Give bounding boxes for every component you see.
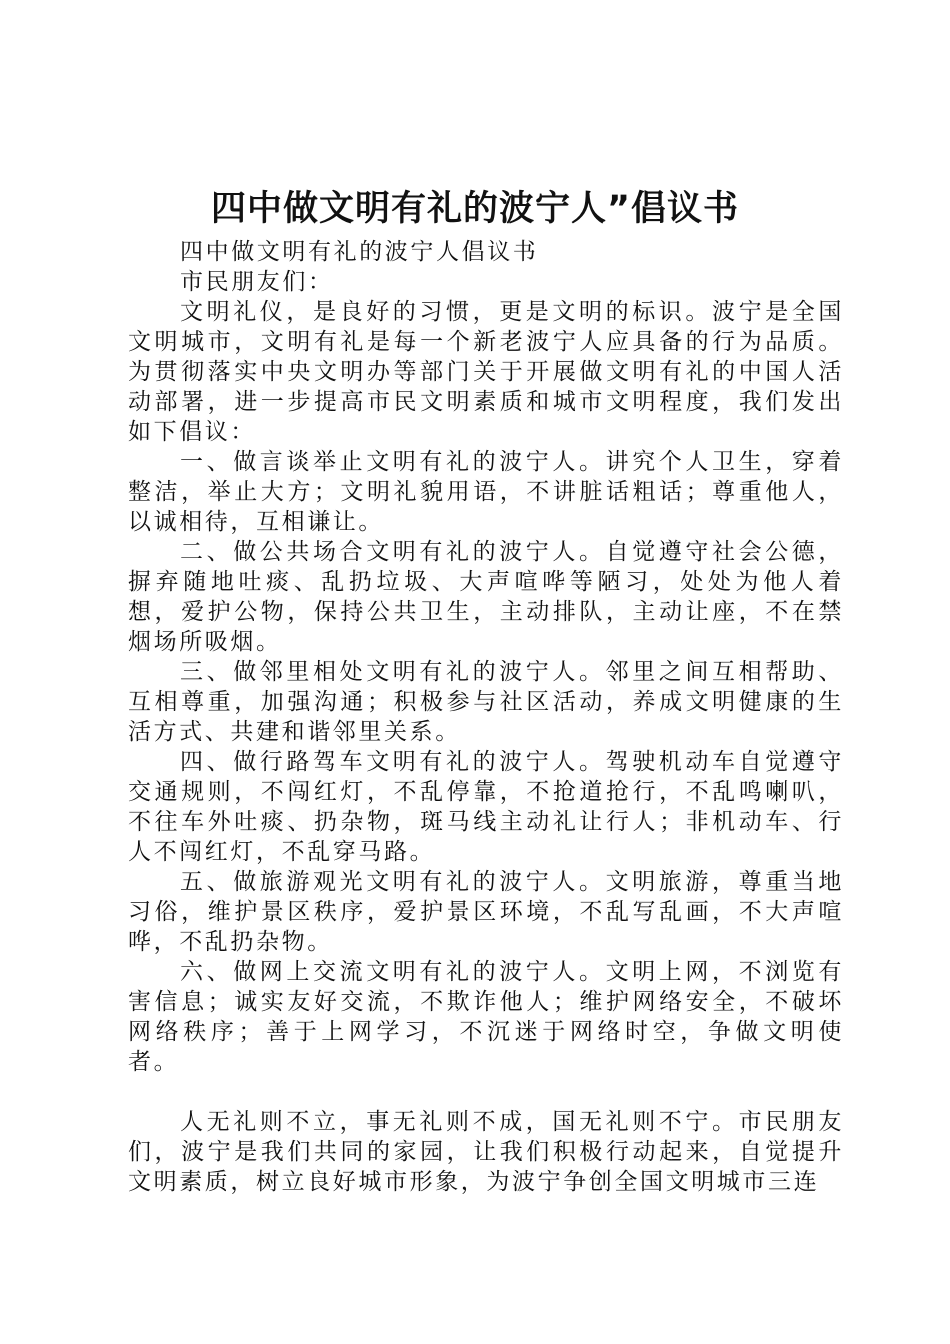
blank-line <box>128 1077 844 1107</box>
proposal-6-paragraph: 六、做网上交流文明有礼的波宁人。文明上网，不浏览有害信息；诚实友好交流，不欺诈他人；维护网络安全，不破坏网络秩序；善于上网学习，不沉迷于网络时空，争做文明使者。 <box>128 959 844 1075</box>
proposal-2-paragraph: 二、做公共场合文明有礼的波宁人。自觉遵守社会公德，摒弃随地吐痰、乱扔垃圾、大声喧哗等陋习，处处为他人着想，爱护公物，保持公共卫生，主动排队，主动让座，不在禁烟场所吸烟。 <box>128 539 844 655</box>
intro-paragraph: 文明礼仪，是良好的习惯，更是文明的标识。波宁是全国文明城市，文明有礼是每一个新老波宁人应具备的行为品质。为贯彻落实中央文明办等部门关于开展做文明有礼的中国人活动部署，进一步提高市民文明素质和城市文明程度，我们发出如下倡议： <box>128 299 844 445</box>
proposal-5-paragraph: 五、做旅游观光文明有礼的波宁人。文明旅游，尊重当地习俗，维护景区秩序，爱护景区环境，不乱写乱画，不大声喧哗，不乱扔杂物。 <box>128 869 844 955</box>
document-subtitle: 四中做文明有礼的波宁人倡议书 <box>180 239 539 265</box>
greeting: 市民朋友们： <box>180 269 334 295</box>
proposal-3-paragraph: 三、做邻里相处文明有礼的波宁人。邻里之间互相帮助、互相尊重，加强沟通；积极参与社区活动，养成文明健康的生活方式、共建和谐邻里关系。 <box>128 659 844 745</box>
closing-paragraph: 人无礼则不立，事无礼则不成，国无礼则不宁。市民朋友们，波宁是我们共同的家园，让我们积极行动起来，自觉提升文明素质，树立良好城市形象，为波宁争创全国文明城市三连 <box>128 1109 844 1195</box>
document-title: 四中做文明有礼的波宁人”倡议书 <box>210 189 739 229</box>
document-body <box>128 237 844 1197</box>
proposal-4-paragraph: 四、做行路驾车文明有礼的波宁人。驾驶机动车自觉遵守交通规则，不闯红灯，不乱停靠，不抢道抢行，不乱鸣喇叭，不往车外吐痰、扔杂物，斑马线主动礼让行人；非机动车、行人不闯红灯，不乱穿马路。 <box>128 749 844 865</box>
proposal-1-paragraph: 一、做言谈举止文明有礼的波宁人。讲究个人卫生，穿着整洁，举止大方；文明礼貌用语，不讲脏话粗话；尊重他人，以诚相待，互相谦让。 <box>128 449 844 535</box>
